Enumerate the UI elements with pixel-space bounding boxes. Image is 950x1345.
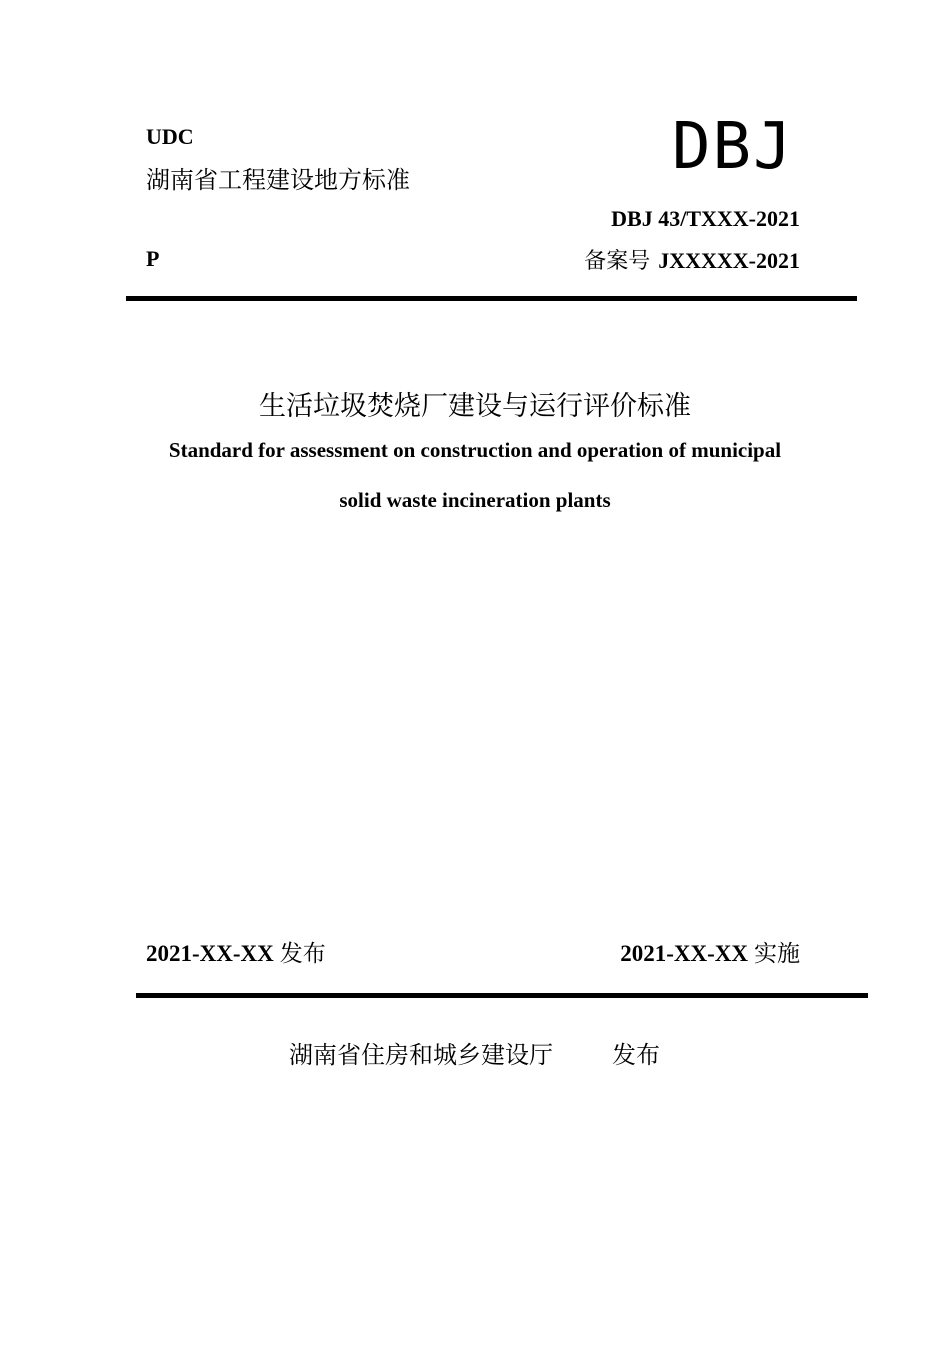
implement-label: 实施	[754, 941, 800, 967]
implement-date: 2021-XX-XX	[620, 941, 748, 966]
bottom-divider	[136, 993, 868, 998]
dbj-logo: DBJ	[672, 110, 794, 184]
implement-date-line	[620, 935, 800, 968]
record-number: JXXXXX-2021	[658, 248, 800, 273]
local-standard-label: 湖南省工程建设地方标准	[146, 166, 410, 194]
classification-code: P	[146, 246, 160, 271]
issuer-action: 发布	[612, 1041, 660, 1069]
top-divider	[126, 296, 857, 301]
issue-label: 发布	[279, 941, 326, 967]
issue-date-line	[146, 935, 326, 968]
issue-date: 2021-XX-XX	[146, 941, 274, 966]
title-chinese: 生活垃圾焚烧厂建设与运行评价标准	[259, 391, 691, 422]
issuer-name: 湖南省住房和城乡建设厅	[289, 1041, 553, 1069]
udc-label: UDC	[146, 124, 194, 149]
record-number-line	[584, 244, 800, 275]
record-label: 备案号	[584, 249, 651, 274]
title-english-line1: Standard for assessment on construction and operation of municipal	[168, 438, 782, 462]
title-english-line2: solid waste incineration plants	[339, 488, 611, 512]
standard-number: DBJ 43/TXXX-2021	[611, 206, 800, 231]
